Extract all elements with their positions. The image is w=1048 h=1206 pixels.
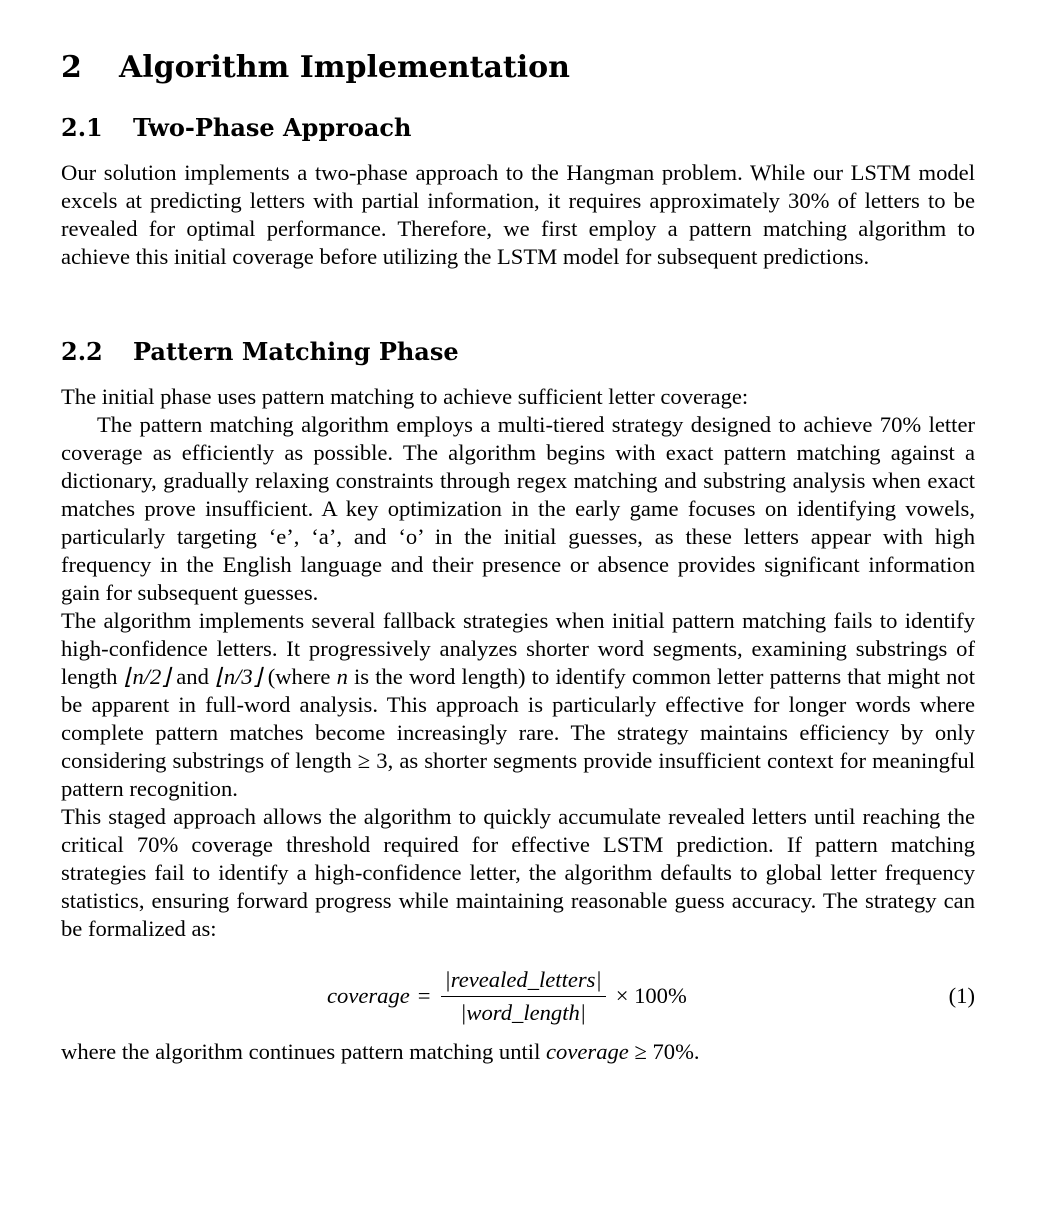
subsection-heading-2-1	[61, 112, 411, 144]
subsection-title: Two-Phase Approach	[133, 113, 412, 142]
math-floor-half: ⌊n/2⌋	[123, 664, 171, 689]
equation-body	[327, 964, 687, 1028]
paragraph-text: (where	[261, 664, 337, 689]
paragraph-text: The algorithm implements several fallback strategies when initial pattern matching fails to identify high-confidence letters. It progressively analyzes shorter word segments, examining substrings of length	[61, 608, 975, 689]
subsection-2-2-body	[61, 383, 975, 943]
paragraph-text: where the algorithm continues pattern matching until	[61, 1039, 547, 1064]
equals-sign: =	[417, 983, 431, 1008]
times-100-percent: × 100%	[615, 983, 687, 1008]
fraction	[441, 966, 606, 1027]
paragraph: Our solution implements a two-phase approach to the Hangman problem. While our LSTM model excels at predicting letters with partial information, it requires approximately 30% of letters to be revealed for optimal performance. Therefore, we first employ a pattern matching algorithm to achieve this initial coverage before utilizing the LSTM model for subsequent predictions.	[61, 160, 975, 269]
post-equation-sentence	[61, 1038, 975, 1066]
fraction-denominator: |word_length|	[460, 999, 587, 1025]
subsection-number: 2.1	[61, 113, 103, 142]
subsection-heading-2-2	[61, 336, 459, 368]
equation-number: (1)	[948, 983, 975, 1008]
section-heading	[61, 48, 570, 88]
subsection-number: 2.2	[61, 337, 103, 366]
subsection-2-1-body	[61, 159, 975, 271]
paragraph	[61, 607, 975, 803]
math-floor-third: ⌊n/3⌋	[215, 664, 262, 689]
section-title: Algorithm Implementation	[119, 50, 570, 85]
intro-sentence: The initial phase uses pattern matching to achieve sufficient letter coverage:	[61, 384, 749, 409]
equation-1	[61, 964, 975, 1028]
subsection-title: Pattern Matching Phase	[133, 337, 459, 366]
paragraph-text: ≥ 70%.	[628, 1039, 700, 1064]
paragraph-text: is the word length) to identify common letter patterns that might not be apparent in full-word analysis. This approach is particularly effective for longer words where complete pattern matches become increasingly rare. The strategy maintains efficiency by only considering substrings of length ≥ 3, as shorter segments provide insufficient context for meaningful pattern recognition.	[61, 664, 976, 801]
math-var-coverage: coverage	[546, 1039, 629, 1064]
equation-lhs: coverage	[327, 983, 410, 1008]
fraction-numerator: |revealed_letters|	[441, 966, 606, 997]
math-var-n: n	[336, 664, 348, 689]
paragraph-text: and	[170, 664, 216, 689]
paragraph: The pattern matching algorithm employs a multi-tiered strategy designed to achieve 70% letter coverage as efficiently as possible. The algorithm begins with exact pattern matching against a dictionary, gradually relaxing constraints through regex matching and substring analysis when exact matches prove insufficient. A key optimization in the early game focuses on identifying vowels, particularly targeting ‘e’, ‘a’, and ‘o’ in the initial guesses, as these letters appear with high frequency in the English language and their presence or absence provides significant information gain for subsequent guesses.	[61, 412, 975, 605]
section-number: 2	[61, 50, 82, 85]
paragraph: This staged approach allows the algorithm to quickly accumulate revealed letters until reaching the critical 70% coverage threshold required for effective LSTM prediction. If pattern matching strategies fail to identify a high-confidence letter, the algorithm defaults to global letter frequency statistics, ensuring forward progress while maintaining reasonable guess accuracy. The strategy can be formalized as:	[61, 804, 975, 941]
